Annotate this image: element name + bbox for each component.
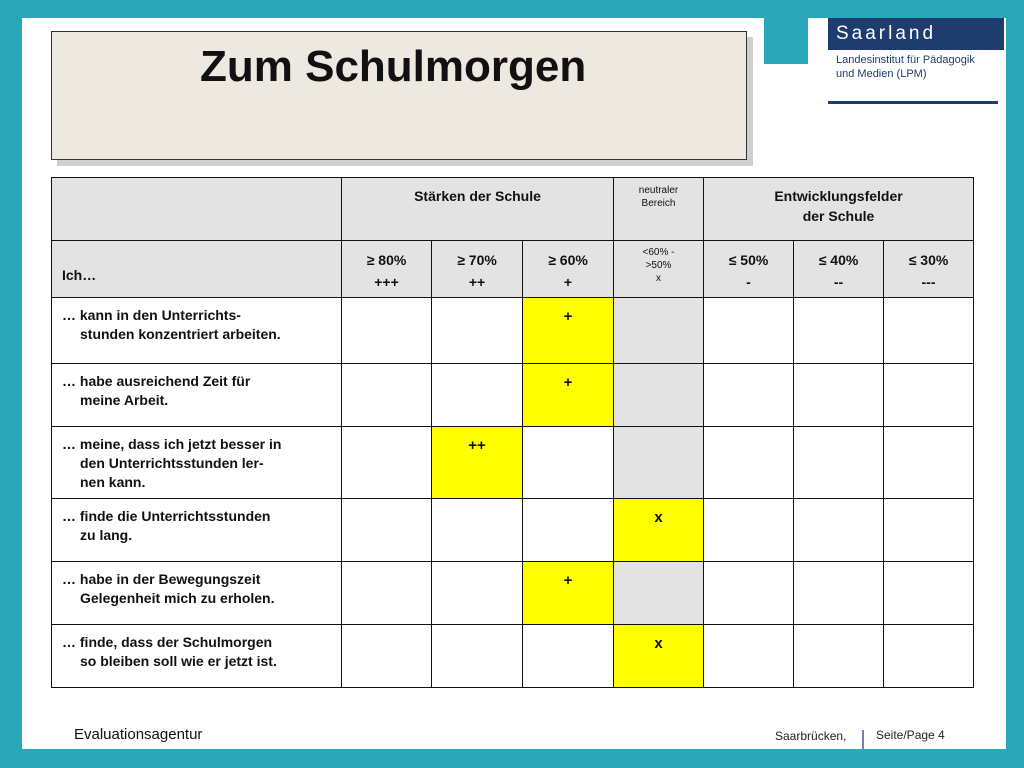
col-4-range-mid: >50%	[645, 260, 672, 271]
row-label-line-1: … finde, dass der Schulmorgen	[62, 634, 273, 650]
row-label-line-2: den Unterrichtsstunden ler-	[80, 455, 264, 471]
header-development	[704, 178, 974, 241]
rating-cell	[342, 364, 432, 427]
col-4-range-top: <60% -	[642, 247, 675, 258]
header-strengths: Stärken der Schule	[342, 178, 614, 241]
row-label-line-2: meine Arbeit.	[80, 392, 169, 408]
subheader-col-4	[614, 241, 704, 298]
row-label-line-1: … kann in den Unterrichts-	[62, 307, 241, 323]
rating-cell	[432, 625, 523, 688]
row-label-line-3: nen kann.	[80, 474, 146, 490]
header-neutral-line-1: neutraler	[638, 185, 679, 196]
header-row	[52, 178, 974, 241]
row-label	[52, 364, 342, 427]
rating-cell-neutral	[614, 298, 704, 364]
rating-cell	[342, 298, 432, 364]
col-2-range: ≥ 70%	[457, 252, 497, 268]
rating-cell	[523, 625, 614, 688]
rating-cell	[794, 562, 884, 625]
rating-cell	[884, 625, 974, 688]
subheader-col-6	[794, 241, 884, 298]
rating-cell-neutral	[614, 364, 704, 427]
row-label-line-1: … habe ausreichend Zeit für	[62, 373, 251, 389]
rating-cell	[704, 364, 794, 427]
table-row	[52, 562, 974, 625]
table-row	[52, 364, 974, 427]
header-neutral	[614, 178, 704, 241]
row-label-line-1: … finde die Unterrichtsstunden	[62, 508, 271, 524]
rating-cell	[884, 499, 974, 562]
col-6-symbol: --	[833, 274, 844, 290]
rating-cell-selected: ++	[432, 427, 523, 499]
col-1-range: ≥ 80%	[366, 252, 407, 268]
rating-cell	[342, 427, 432, 499]
rating-cell	[794, 364, 884, 427]
rating-cell-selected: +	[523, 562, 614, 625]
rating-cell	[704, 298, 794, 364]
rating-cell-neutral	[614, 427, 704, 499]
footer-divider	[862, 730, 864, 750]
rating-cell-selected: x	[614, 625, 704, 688]
frame-notch	[764, 0, 808, 64]
rating-cell	[432, 364, 523, 427]
rating-cell	[884, 298, 974, 364]
rating-cell	[342, 499, 432, 562]
row-label-line-2: so bleiben soll wie er jetzt ist.	[80, 653, 277, 669]
col-5-symbol: -	[746, 274, 751, 290]
rating-cell	[704, 499, 794, 562]
rating-cell	[523, 499, 614, 562]
rating-cell	[884, 364, 974, 427]
table-row	[52, 625, 974, 688]
evaluation-table	[51, 177, 974, 688]
logo-line-1: Landesinstitut für Pädagogik	[836, 54, 975, 66]
row-label	[52, 625, 342, 688]
rating-cell	[794, 298, 884, 364]
row-label-line-1: … meine, dass ich jetzt besser in	[62, 436, 282, 452]
header-neutral-line-2: Bereich	[641, 198, 676, 209]
row-label-line-1: … habe in der Bewegungszeit	[62, 571, 261, 587]
col-5-range: ≤ 50%	[728, 252, 769, 268]
col-4-symbol: x	[656, 273, 661, 284]
rating-cell	[432, 562, 523, 625]
subheader-col-5	[704, 241, 794, 298]
rating-cell	[342, 625, 432, 688]
col-6-range: ≤ 40%	[818, 252, 859, 268]
rating-cell-selected: +	[523, 298, 614, 364]
row-label	[52, 499, 342, 562]
col-2-symbol: ++	[468, 274, 486, 290]
rating-cell	[794, 499, 884, 562]
footer-agency: Evaluationsagentur	[74, 726, 203, 743]
table-row	[52, 499, 974, 562]
rating-cell	[342, 562, 432, 625]
rating-cell	[432, 499, 523, 562]
table-row	[52, 298, 974, 364]
rating-cell	[794, 625, 884, 688]
header-empty-cell	[52, 178, 342, 241]
row-label	[52, 427, 342, 499]
rating-cell	[432, 298, 523, 364]
row-label-line-2: stunden konzentriert arbeiten.	[80, 326, 281, 342]
col-3-symbol: +	[563, 274, 573, 290]
rating-cell-selected: +	[523, 364, 614, 427]
subheader-col-7	[884, 241, 974, 298]
logo-underline	[828, 101, 998, 104]
col-3-range: ≥ 60%	[548, 252, 588, 268]
title-box	[51, 31, 747, 160]
col-7-symbol: ---	[921, 274, 936, 290]
table-row	[52, 427, 974, 499]
logo-line-2: und Medien (LPM)	[836, 68, 927, 80]
footer-page-number: Seite/Page 4	[876, 728, 945, 742]
rating-cell	[523, 427, 614, 499]
logo-title: Saarland	[828, 18, 1004, 50]
row-label-line-2: zu lang.	[80, 527, 133, 543]
row-label	[52, 562, 342, 625]
rating-cell	[704, 625, 794, 688]
header-development-line-2: der Schule	[802, 208, 875, 224]
rating-cell-selected: x	[614, 499, 704, 562]
logo-subtitle	[828, 50, 1004, 81]
header-development-line-1: Entwicklungsfelder	[774, 188, 903, 204]
subheader-ich: Ich…	[52, 241, 342, 298]
subheader-col-3	[523, 241, 614, 298]
rating-cell	[704, 562, 794, 625]
row-label-line-2: Gelegenheit mich zu erholen.	[80, 590, 275, 606]
subheader-col-1	[342, 241, 432, 298]
footer-city: Saarbrücken,	[775, 729, 847, 743]
page-title: Zum Schulmorgen	[200, 42, 587, 91]
rating-cell	[794, 427, 884, 499]
rating-cell	[884, 427, 974, 499]
rating-cell	[884, 562, 974, 625]
saarland-logo	[828, 18, 1004, 104]
rating-cell	[704, 427, 794, 499]
subheader-row	[52, 241, 974, 298]
row-label	[52, 298, 342, 364]
col-7-range: ≤ 30%	[908, 252, 949, 268]
rating-cell-neutral	[614, 562, 704, 625]
subheader-col-2	[432, 241, 523, 298]
col-1-symbol: +++	[374, 274, 399, 290]
